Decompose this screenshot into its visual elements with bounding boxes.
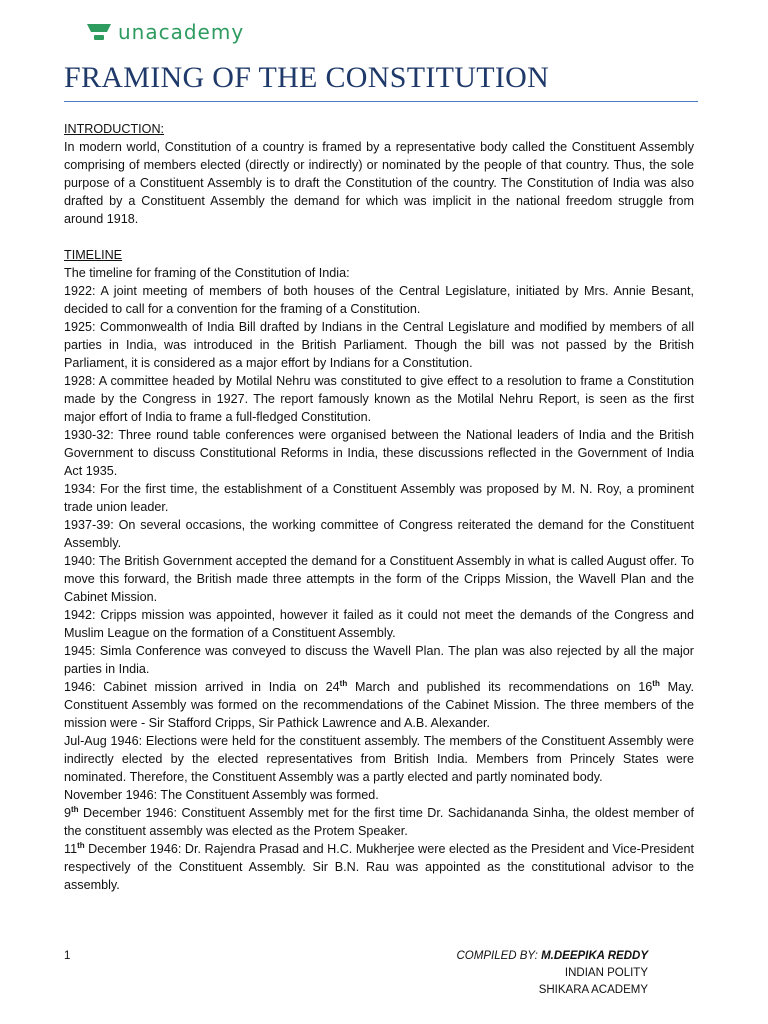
- brand-logo: [86, 20, 244, 44]
- timeline-entry-1945: 1945: Simla Conference was conveyed to discuss the Wavell Plan. The plan was also rejected by all the major parties in India.: [64, 644, 694, 676]
- timeline-entry-1942: 1942: Cripps mission was appointed, however it failed as it could not meet the demands of the Congress and Muslim League on the formation of a Constituent Assembly.: [64, 608, 694, 640]
- timeline-entry-1940: 1940: The British Government accepted the demand for a Constituent Assembly in what is called August offer. To move this forward, the British made three attempts in the form of the Cripps Mission, the Wavell Plan and the Cabinet Mission.: [64, 554, 694, 604]
- compiler-name: M.DEEPIKA REDDY: [541, 950, 648, 962]
- academy-name: SHIKARA ACADEMY: [538, 984, 648, 996]
- timeline-entry-1937-39: 1937-39: On several occasions, the working committee of Congress reiterated the demand for the Constituent Assembly.: [64, 518, 694, 550]
- page-title: FRAMING OF THE CONSTITUTION: [64, 61, 550, 94]
- timeline-entry-9-dec-1946: [64, 804, 694, 840]
- title-divider: [64, 101, 698, 102]
- first-meeting-sup: th: [71, 804, 79, 814]
- unacademy-logo-icon: [86, 21, 112, 43]
- timeline-entry-1928: 1928: A committee headed by Motilal Nehru was constituted to give effect to a resolution to frame a Constitution made by the Congress in 1927. The report famously known as the Motilal Nehru Report, is seen as the first major effort of India to frame a full-fledged Constitution.: [64, 374, 694, 424]
- introduction-heading: INTRODUCTION:: [64, 122, 165, 136]
- brand-name: unacademy: [118, 20, 245, 44]
- page-number: 1: [64, 950, 71, 962]
- president-text: December 1946: Dr. Rajendra Prasad and H.C. Mukherjee were elected as the President and Vice-President respectively of the Constituent Assembly. Sir B.N. Rau was appointed as the constitutional advisor to the assembly.: [64, 842, 694, 892]
- cabinet-text-part-1: 1946: Cabinet mission arrived in India on 24: [64, 680, 340, 694]
- timeline-entry-jul-aug-1946: Jul-Aug 1946: Elections were held for the constituent assembly. The members of the Constituent Assembly were indirectly elected by the elected representatives from British India. Members from Princely States were nominated. Therefore, the Constituent Assembly was a partly elected and partly nominated body.: [64, 734, 694, 784]
- introduction-text: In modern world, Constitution of a country is framed by a representative body called the Constituent Assembly comprising of members elected (directly or indirectly) or nominated by the people of that country. Thus, the sole purpose of a Constituent Assembly is to draft the Constitution of the country. The Constitution of India was also drafted by a Constituent Assembly the demand for which was implicit in the national freedom struggle from around 1918.: [64, 140, 694, 226]
- timeline-heading: TIMELINE: [64, 248, 123, 262]
- subject-name: INDIAN POLITY: [564, 967, 648, 979]
- cabinet-sup-2: th: [652, 678, 660, 688]
- compiled-by-block: [457, 948, 649, 999]
- section-gap: [64, 228, 694, 246]
- document-body: [64, 120, 694, 894]
- president-day: 11: [64, 842, 78, 856]
- timeline-entry-nov-1946: November 1946: The Constituent Assembly was formed.: [64, 788, 379, 802]
- cabinet-sup-1: th: [339, 678, 348, 688]
- first-meeting-text: December 1946: Constituent Assembly met for the first time Dr. Sachidananda Sinha, the oldest member of the constituent assembly was elected as the Protem Speaker.: [64, 806, 694, 838]
- cabinet-text-part-2: March and published its recommendations on 16: [347, 680, 653, 694]
- president-sup: th: [77, 840, 85, 850]
- timeline-entry-1934: 1934: For the first time, the establishment of a Constituent Assembly was proposed by M. N. Roy, a prominent trade union leader.: [64, 482, 694, 514]
- compiled-by-label: COMPILED BY:: [456, 950, 542, 962]
- timeline-entry-1922: 1922: A joint meeting of members of both houses of the Central Legislature, initiated by Mrs. Annie Besant, decided to call for a convention for the framing of a Constitution.: [64, 284, 694, 316]
- compiled-by-line: [457, 948, 649, 965]
- first-meeting-day: 9: [64, 806, 72, 820]
- timeline-entry-1946-cabinet: [64, 678, 694, 732]
- timeline-entry-1930-32: 1930-32: Three round table conferences were organised between the National leaders of India and the British Government to discuss Constitutional Reforms in India, these discussions reflected in the Government of India Act 1935.: [64, 428, 694, 478]
- cabinet-text-part-3: May. Constituent Assembly was formed on the recommendations of the Cabinet Mission. The three members of the mission were - Sir Stafford Cripps, Sir Pathick Lawrence and A.B. Alexander.: [64, 680, 694, 730]
- timeline-entry-1925: 1925: Commonwealth of India Bill drafted by Indians in the Central Legislature and modified by members of all parties in India, was introduced in the British Parliament. Though the bill was not passed by the British Parliament, it is considered as a major effort by Indians for a Constitution.: [64, 320, 694, 370]
- timeline-entry-11-dec-1946: [64, 840, 694, 894]
- timeline-intro: The timeline for framing of the Constitution of India:: [64, 266, 350, 280]
